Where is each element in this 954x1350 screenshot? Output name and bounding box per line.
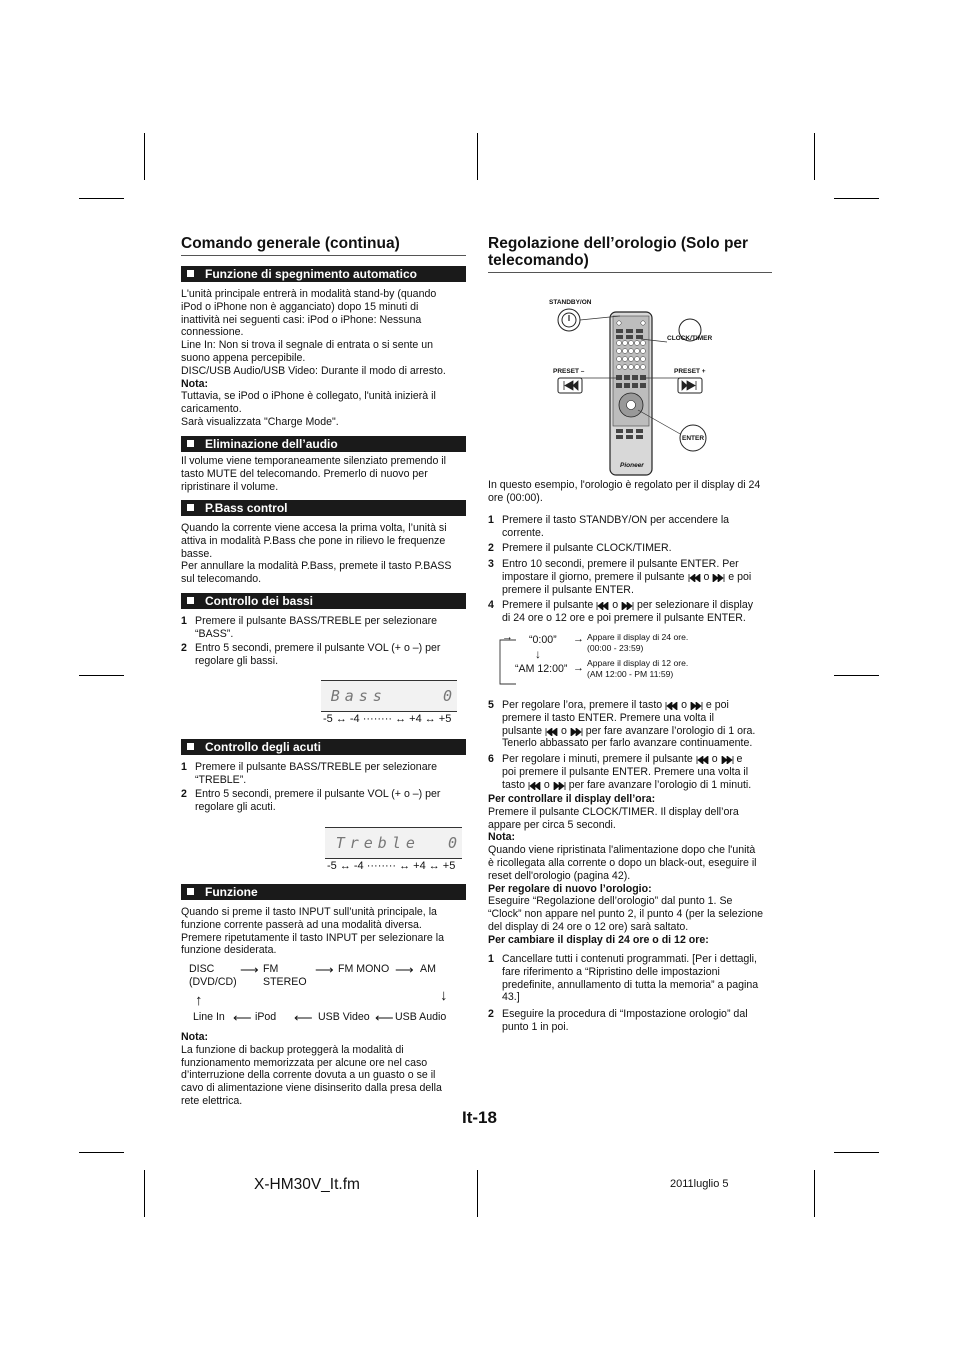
arrow-right-icon: →: [502, 631, 513, 643]
text-line: [502, 779, 778, 792]
text-fragment: Per regolare i minuti, premere il pulsante: [502, 753, 693, 765]
square-bullet-icon: [187, 270, 194, 277]
text-fragment: o: [711, 753, 718, 765]
heading-line: Regolazione dell’orologio (Solo per: [488, 235, 749, 252]
clock-step-1: [488, 514, 778, 540]
text-fragment: o: [612, 599, 619, 611]
text-line: premere il pulsante ENTER.: [502, 583, 634, 596]
text-line: attiva in modalità P.Bass che pone in rilievo le frequenze: [181, 534, 446, 547]
text-line: [502, 753, 778, 766]
text-line: “Clock” non appare nel punto 2, il punto 4 (per la selezione: [488, 908, 764, 921]
next-track-icon: [621, 601, 634, 609]
text-line: di 24 ore o 12 ore e poi premere il pulsante ENTER.: [502, 611, 746, 624]
text-line: rete elettrica.: [181, 1094, 243, 1107]
flow-line-in: Line In: [193, 1011, 225, 1023]
crop-mark: [834, 675, 879, 676]
text-line: cavo di alimentazione viene disinserito dalla presa della: [181, 1082, 442, 1095]
step-number: 1: [181, 615, 187, 627]
right-heading-rule: [488, 272, 772, 273]
text-line: Cancellare tutti i contenuti programmati. [Per i dettagli,: [502, 953, 757, 965]
flow-usb-audio: USB Audio: [395, 1011, 447, 1023]
treble-step-2: [181, 788, 471, 814]
text-fragment: pulsante: [502, 724, 543, 737]
text-line: regolare gli acuti.: [195, 800, 276, 813]
subheading: Per regolare di nuovo l’orologio:: [488, 882, 652, 895]
square-bullet-icon: [187, 504, 194, 511]
text-line: Tenerlo abbassato per farlo avanzare continuamente.: [502, 737, 753, 750]
text-line: Quando la corrente viene accesa la prima volta, l’unità si: [181, 522, 447, 534]
crop-mark: [814, 133, 815, 180]
treble-lcd-display: Treble 0: [325, 827, 462, 859]
next-track-icon: [712, 573, 725, 581]
step-number: 4: [488, 599, 494, 611]
text-line: Il volume viene temporaneamente silenziato premendo il: [181, 455, 446, 467]
text-fragment: per fare avanzare l’orologio di 1 ora.: [585, 724, 756, 737]
flow-am: AM: [420, 963, 436, 975]
text-line: ripristinare il volume.: [181, 480, 279, 493]
text-line: Line In: Non si trova il segnale di entrata o si sente un: [181, 339, 434, 352]
text-line: caricamento.: [181, 403, 242, 416]
square-bullet-icon: [187, 440, 194, 447]
clock-intro: [488, 479, 778, 505]
section-title: Controllo dei bassi: [205, 594, 314, 608]
text-line: suono appena percepibile.: [181, 351, 306, 364]
text-line: reset dell'orologio (pagina 42).: [488, 869, 631, 882]
text-line: basse.: [181, 547, 213, 560]
pbass-text: [181, 522, 471, 586]
next-track-icon: [721, 755, 734, 763]
change-step-2: [488, 1008, 778, 1034]
clock-12h-desc: [587, 658, 688, 679]
step-number: 2: [488, 1008, 494, 1020]
section-title: Eliminazione dell’audio: [205, 437, 338, 451]
text-line: Quando si preme il tasto INPUT sull’unità principale, la: [181, 906, 437, 918]
text-line: Per annullare la modalità P.Bass, premete il tasto P.BASS: [181, 560, 452, 573]
auto-off-text: [181, 288, 471, 429]
arrow-down-icon: ↓: [535, 647, 541, 661]
text-line: funzione desiderata.: [181, 944, 277, 957]
arrow-right-icon: ⟶: [395, 962, 414, 977]
flow-fm-mono: FM MONO: [338, 963, 390, 975]
text-line: [502, 599, 778, 612]
flow-fm: [263, 963, 307, 989]
text-line: Eseguire la procedura di “Impostazione orologio” dal: [502, 1008, 748, 1020]
next-track-icon: [570, 727, 583, 735]
text-line: predefinite, annullamento di tutta la memoria” a pagina: [502, 978, 759, 991]
text-line: [502, 725, 778, 738]
treble-scale: -5 ↔ -4 ········ ↔ +4 ↔ +5: [327, 860, 456, 872]
arrow-left-icon: ⟵: [375, 1010, 394, 1025]
label-preset-minus: PRESET –: [553, 368, 585, 375]
mute-text: [181, 455, 471, 493]
text-line: L'unità principale entrerà in modalità stand-by (quando: [181, 288, 437, 300]
treble-step-1: [181, 761, 471, 787]
section-bar-auto-off: [181, 266, 466, 282]
arrow-right-icon: ⟶: [240, 962, 259, 977]
next-track-icon: [553, 781, 566, 789]
text-line: connessione.: [181, 326, 244, 339]
text-line: FM: [263, 963, 279, 975]
crop-mark: [144, 133, 145, 180]
text-line: DISC: [189, 963, 215, 975]
text-line: premere il tasto ENTER. Premere una volta il: [502, 711, 714, 724]
step-number: 2: [181, 788, 187, 800]
section-bar-mute: [181, 436, 466, 452]
section-title: Funzione di spegnimento automatico: [205, 267, 418, 281]
text-fragment: impostare il giorno, premere il pulsante: [502, 570, 685, 583]
function-text: [181, 906, 471, 957]
left-heading-rule: [181, 255, 466, 256]
prev-track-icon: [596, 601, 609, 609]
function-note: [181, 1031, 471, 1108]
text-line: Premere il pulsante CLOCK/TIMER. Il display dell’ora: [488, 805, 739, 818]
clock-notes: [488, 793, 778, 947]
footer-filename: X-HM30V_It.fm: [254, 1176, 360, 1193]
prev-track-icon: [696, 755, 709, 763]
crop-mark: [79, 1152, 124, 1153]
text-line: 43.]: [502, 991, 520, 1004]
crop-mark: [814, 1170, 815, 1217]
text-line: Quando viene ripristinata l'alimentazione dopo che l'unità: [488, 844, 756, 857]
bass-step-1: [181, 615, 471, 641]
text-line: STEREO: [263, 975, 307, 988]
crop-mark: [79, 675, 124, 676]
section-title: P.Bass control: [205, 501, 288, 515]
text-fragment: o: [703, 570, 710, 583]
clock-12h-value: “AM 12:00”: [515, 663, 568, 675]
section-title: Controllo degli acuti: [205, 740, 321, 754]
text-line: appare per circa 5 secondi.: [488, 818, 616, 831]
text-fragment: per selezionare il display: [637, 599, 754, 611]
square-bullet-icon: [187, 888, 194, 895]
clock-24h-value: “0:00”: [529, 634, 557, 646]
label-brand: Pioneer: [620, 462, 644, 469]
label-preset-plus: PRESET +: [674, 368, 706, 375]
prev-track-icon: [545, 727, 558, 735]
step-number: 1: [181, 761, 187, 773]
section-bar-pbass: [181, 500, 466, 516]
text-line: sul telecomando.: [181, 573, 262, 586]
clock-step-6: [488, 753, 778, 791]
subheading: Per controllare il display dell’ora:: [488, 793, 656, 805]
text-fragment: o: [681, 699, 687, 711]
section-bar-treble: [181, 739, 466, 755]
clock-step-2: [488, 542, 778, 555]
crop-mark: [477, 133, 478, 180]
text-line: Premere il pulsante CLOCK/TIMER.: [502, 542, 672, 554]
text-line: è ricollegata alla corrente o dopo un black-out, eseguire il: [488, 856, 757, 869]
text-line: [502, 699, 778, 712]
step-number: 1: [488, 514, 494, 526]
square-bullet-icon: [187, 597, 194, 604]
text-line: Entro 5 secondi, premere il pulsante VOL (+ o –) per: [195, 642, 441, 654]
text-line: Entro 5 secondi, premere il pulsante VOL (+ o –) per: [195, 788, 441, 800]
crop-mark: [79, 198, 124, 199]
arrow-down-icon: ↓: [440, 987, 448, 1004]
text-line: In questo esempio, l'orologio è regolato per il display di 24: [488, 479, 761, 491]
text-line: Tuttavia, se iPod o iPhone è collegato, l'unità inizierà il: [181, 390, 436, 403]
step-number: 2: [488, 542, 494, 554]
page-number: It-18: [462, 1108, 497, 1127]
text-fragment: Per regolare l’ora, premere il tasto: [502, 699, 663, 711]
crop-mark: [477, 1170, 478, 1217]
prev-track-icon: [688, 573, 701, 581]
section-title: Funzione: [205, 885, 258, 899]
crop-mark: [834, 198, 879, 199]
section-bar-bass: [181, 593, 466, 609]
arrow-up-icon: ↑: [195, 992, 203, 1009]
text-line: Premere ripetutamente il tasto INPUT per selezionare la: [181, 931, 445, 944]
bass-step-2: [181, 642, 471, 668]
text-fragment: e: [736, 753, 743, 765]
note-label: Nota:: [181, 377, 209, 390]
text-line: tasto MUTE del telecomando. Premerlo di nuovo per: [181, 467, 428, 480]
text-line: inattività nei seguenti casi: iPod o iPhone: Nessuna: [181, 313, 422, 326]
flow-usb-video: USB Video: [318, 1011, 370, 1023]
text-fragment: per fare avanzare l’orologio di 1 minuti.: [568, 778, 752, 791]
bass-scale: -5 ↔ -4 ········ ↔ +4 ↔ +5: [323, 713, 452, 725]
square-bullet-icon: [187, 743, 194, 750]
text-line: Premere il pulsante BASS/TREBLE per selezionare: [195, 761, 438, 773]
flow-ipod: iPod: [255, 1011, 277, 1023]
text-line: Premere il tasto STANDBY/ON per accendere la: [502, 514, 730, 526]
text-line: (DVD/CD): [189, 975, 237, 988]
text-line: funzionamento memorizzata per alcune ore nel caso: [181, 1056, 428, 1069]
left-heading: Comando generale (continua): [181, 235, 400, 252]
arrow-left-icon: ⟵: [294, 1010, 313, 1025]
clock-step-4: [488, 599, 778, 625]
text-fragment: e poi: [705, 699, 729, 711]
section-bar-function: [181, 884, 466, 900]
clock-step-5: [488, 699, 778, 750]
label-standby: STANDBY/ON: [549, 299, 592, 306]
step-number: 1: [488, 953, 494, 965]
text-line: “BASS”.: [195, 627, 234, 640]
text-fragment: e poi: [728, 570, 752, 583]
arrow-left-icon: ⟵: [233, 1010, 252, 1025]
subheading: Per cambiare il display di 24 ore o di 12 ore:: [488, 933, 709, 946]
note-label: Nota:: [488, 831, 516, 844]
text-line: Appare il display di 24 ore.: [587, 632, 689, 642]
bass-lcd-display: Bass 0: [321, 680, 457, 712]
heading-line: telecomando): [488, 252, 589, 269]
step-number: 6: [488, 753, 494, 765]
text-line: [502, 571, 778, 584]
prev-track-icon: [528, 781, 541, 789]
crop-mark: [144, 1170, 145, 1217]
text-line: Eseguire “Regolazione dell’orologio” dal punto 1. Se: [488, 895, 733, 908]
text-fragment: o: [560, 724, 567, 737]
clock-step-3: [488, 558, 778, 596]
text-line: del display di 24 ore o 12 ore) sarà saltato.: [488, 920, 689, 933]
label-clock-timer: CLOCK/TIMER: [667, 335, 713, 342]
text-line: fare riferimento a “Ripristino delle impostazioni: [502, 965, 720, 978]
change-step-1: [488, 953, 778, 1004]
step-number: 3: [488, 558, 494, 570]
text-line: (00:00 - 23:59): [587, 642, 644, 653]
text-line: Appare il display di 12 ore.: [587, 658, 689, 668]
clock-24h-desc: [587, 632, 688, 653]
text-fragment: o: [543, 778, 550, 791]
step-number: 2: [181, 642, 187, 654]
step-number: 5: [488, 699, 494, 711]
text-line: punto 1 in poi.: [502, 1020, 569, 1033]
text-line: corrente.: [502, 526, 544, 539]
label-enter: ENTER: [682, 435, 705, 442]
text-line: Sarà visualizzata "Charge Mode".: [181, 415, 339, 428]
text-line: Entro 10 secondi, premere il pulsante ENTER. Per: [502, 558, 739, 570]
text-line: (AM 12:00 - PM 11:59): [587, 668, 674, 679]
text-fragment: Premere il pulsante: [502, 599, 594, 611]
text-line: Premere il pulsante BASS/TREBLE per selezionare: [195, 615, 438, 627]
crop-mark: [834, 1152, 879, 1153]
prev-track-icon: [665, 701, 678, 709]
text-line: DISC/USB Audio/USB Video: Durante il modo di arresto.: [181, 364, 446, 377]
text-line: regolare gli bassi.: [195, 654, 279, 667]
arrow-right-icon: ⟶: [315, 962, 334, 977]
remote-illustration: [540, 295, 740, 480]
text-line: iPod o iPhone non è agganciato) dopo 15 minuti di: [181, 300, 419, 313]
text-line: poi premere il pulsante ENTER. Premere una volta il: [502, 765, 749, 778]
right-heading: [488, 235, 748, 269]
note-label: Nota:: [181, 1031, 209, 1043]
remote-drawing: [540, 295, 740, 480]
next-track-icon: [690, 701, 703, 709]
text-line: La funzione di backup proteggerà la modalità di: [181, 1043, 404, 1056]
text-line: ore (00:00).: [488, 491, 543, 504]
footer-date: 2011luglio 5: [670, 1178, 729, 1190]
flow-disc: [189, 963, 237, 989]
arrow-right-icon: →: [573, 633, 584, 645]
clock-format-diagram: [499, 632, 719, 687]
text-line: d’interruzione della corrente dovuta a un guasto o se il: [181, 1069, 436, 1082]
text-line: “TREBLE”.: [195, 773, 247, 786]
text-line: funzione corrente passerà ad una modalità diversa.: [181, 918, 422, 931]
text-fragment: tasto: [502, 778, 525, 791]
arrow-right-icon: →: [573, 662, 584, 674]
